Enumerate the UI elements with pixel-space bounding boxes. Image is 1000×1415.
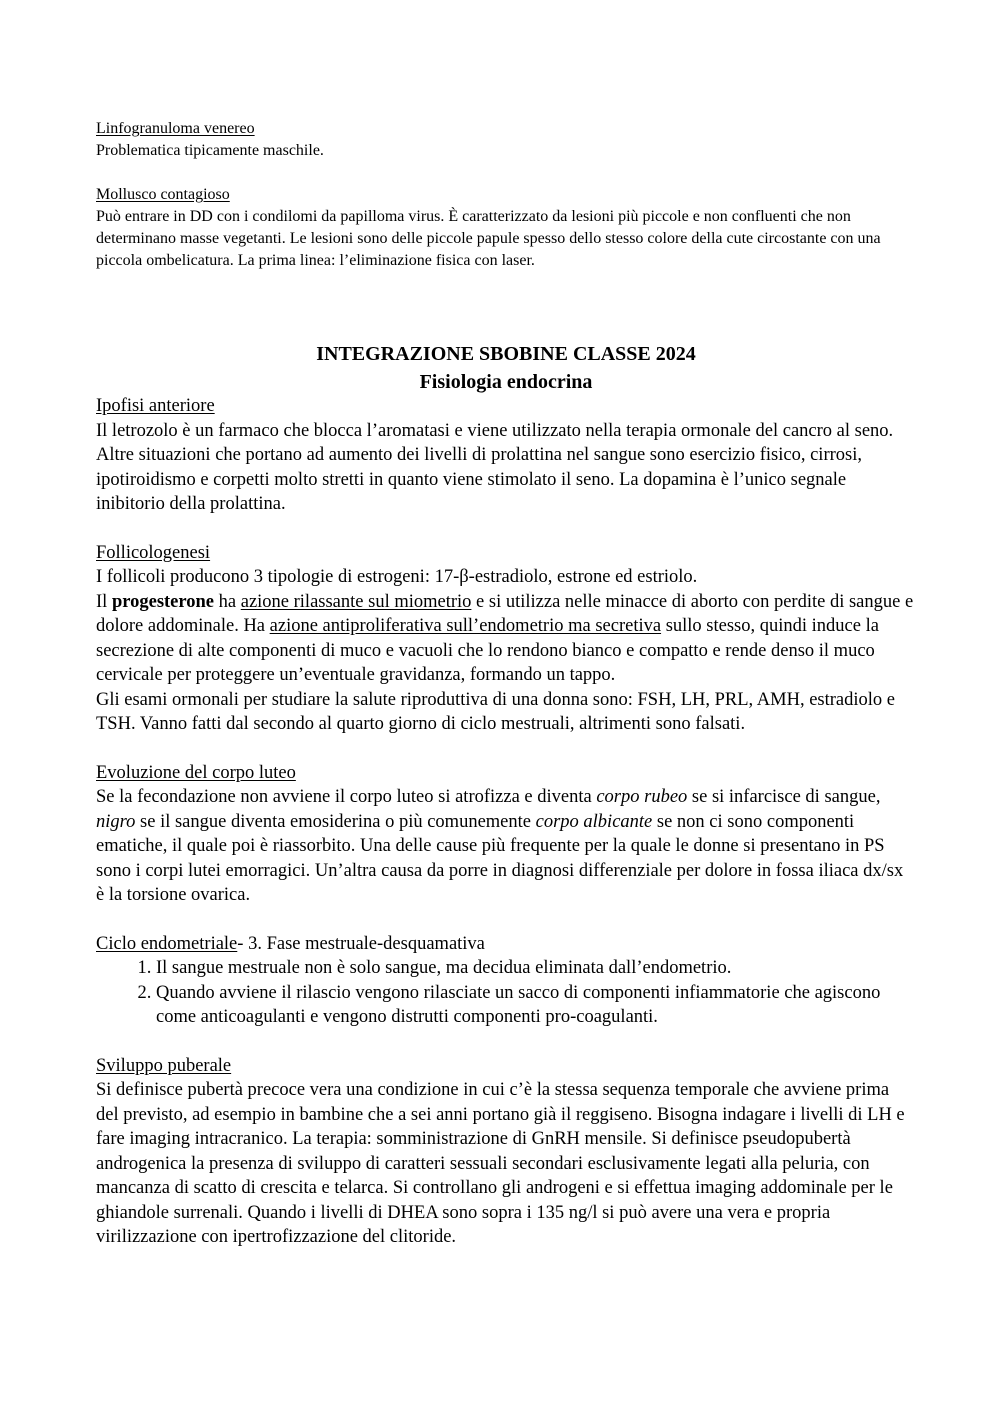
section-title: Evoluzione del corpo luteo	[96, 762, 296, 783]
section-title: Sviluppo puberale	[96, 1055, 232, 1076]
section-title: Ipofisi anteriore	[96, 396, 215, 416]
list-item: 2. Quando avviene il rilascio vengono rilasciate un sacco di componenti infiammatorie che agiscono come anticoagulanti e vengono distrutti componenti pro-coagulanti.	[156, 981, 916, 1030]
paragraph: Il letrozolo è un farmaco che blocca l’aromatasi e viene utilizzato nella terapia ormonale del cancro al seno.	[96, 420, 894, 441]
underlined-phrase: azione antiproliferativa sull’endometrio ma secretiva	[269, 616, 662, 636]
section-subtitle: - 3. Fase mestruale-desquamativa	[237, 933, 485, 954]
paragraph: Si definisce pubertà precoce vera una condizione in cui c’è la stessa sequenza temporale che avviene prima del previsto, ad esempio in bambine che a sei anni portano già il reggiseno. Bisogna indagare i livelli di LH e fare imaging intracranico. La terapia: somministrazione di GnRH mensile. Si definisce pseudopubertà androgenica la presenza di sviluppo di caratteri sessuali secondari esclusivamente legati alla peluria, con mancanza di scatto di crescita e telarca. Si controllano gli androgeni e si effettua imaging addominale per le ghiandole surrenali. Quando i livelli di DHEA sono sopra i 135 ng/l si può avere una vera e propria virilizzazione con ipertrofizzazione del clitoride.	[96, 1080, 905, 1247]
section-corpo-luteo	[96, 761, 916, 908]
section-title: Mollusco contagioso	[96, 186, 230, 203]
section-sviluppo-puberale	[96, 1054, 916, 1250]
main-heading	[96, 340, 916, 396]
section-text: Problematica tipicamente maschile.	[96, 142, 324, 159]
list-item: 1. Il sangue mestruale non è solo sangue, ma decidua eliminata dall’endometrio.	[156, 956, 916, 981]
underlined-phrase: azione rilassante sul miometrio	[240, 591, 472, 612]
document-content	[96, 118, 916, 1250]
section-linfogranuloma	[96, 118, 916, 162]
paragraph: Se la fecondazione non avviene il corpo luteo si atrofizza e diventa corpo rubeo se si infarcisce di sangue, nigro se il sangue diventa emosiderina o più comunemente corpo albicante se non ci sono componenti ematiche, il quale poi è riassorbito. Una delle cause più frequente per la quale le donne si presentano in PS sono i corpi lutei emorragici. Un’altra causa da porre in diagnosi differenziale per dolore in fossa iliaca dx/sx è la torsione ovarica.	[96, 787, 904, 905]
section-mollusco	[96, 184, 916, 272]
section-title-line	[96, 932, 916, 957]
paragraph: I follicoli producono 3 tipologie di estrogeni: 17-β-estradiolo, estrone ed estriolo.	[96, 567, 698, 587]
numbered-list	[96, 956, 916, 1030]
section-ipofisi	[96, 394, 916, 517]
section-follicologenesi	[96, 541, 916, 737]
section-text: Può entrare in DD con i condilomi da papilloma virus. È caratterizzato da lesioni più piccole e non confluenti che non determinano masse vegetanti. Le lesioni sono delle piccole papule spesso dello stesso colore della cute circostante con una piccola ombelicatura. La prima linea: l’eliminazione fisica con laser.	[96, 208, 881, 269]
paragraph: Gli esami ormonali per studiare la salute riproduttiva di una donna sono: FSH, LH, PRL, AMH, estradiolo e TSH. Vanno fatti dal secondo al quarto giorno di ciclo mestruali, altrimenti sono falsati.	[96, 689, 895, 734]
paragraph: Il progesterone ha azione rilassante sul miometrio e si utilizza nelle minacce di aborto con perdite di sangue e dolore addominale. Ha azione antiproliferativa sull’endometrio ma secretiva sullo stesso, quindi induce la secrezione di alte componenti di muco e vacuoli che lo rendono bianco e compatto e rende denso il muco cervicale per proteggere un’eventuale gravidanza, formando un tappo.	[96, 591, 914, 685]
section-title: Linfogranuloma venereo	[96, 120, 255, 137]
italic-term: corpo rubeo	[596, 787, 688, 807]
section-title: Follicologenesi	[96, 542, 211, 563]
paragraph: Altre situazioni che portano ad aumento dei livelli di prolattina nel sangue sono esercizio fisico, cirrosi, ipotiroidismo e corpetti molto stretti in quanto viene stimolato il seno. La dopamina è l’unico segnale inibitorio della prolattina.	[96, 445, 862, 514]
section-ciclo-endometriale	[96, 932, 916, 1030]
italic-term: corpo albicante	[535, 811, 653, 832]
heading-subtitle: Fisiologia endocrina	[419, 371, 593, 393]
italic-term: nigro	[96, 811, 136, 832]
heading-title: INTEGRAZIONE SBOBINE CLASSE 2024	[316, 343, 696, 365]
bold-term: progesterone	[111, 591, 215, 612]
section-title: Ciclo endometriale	[96, 933, 238, 954]
